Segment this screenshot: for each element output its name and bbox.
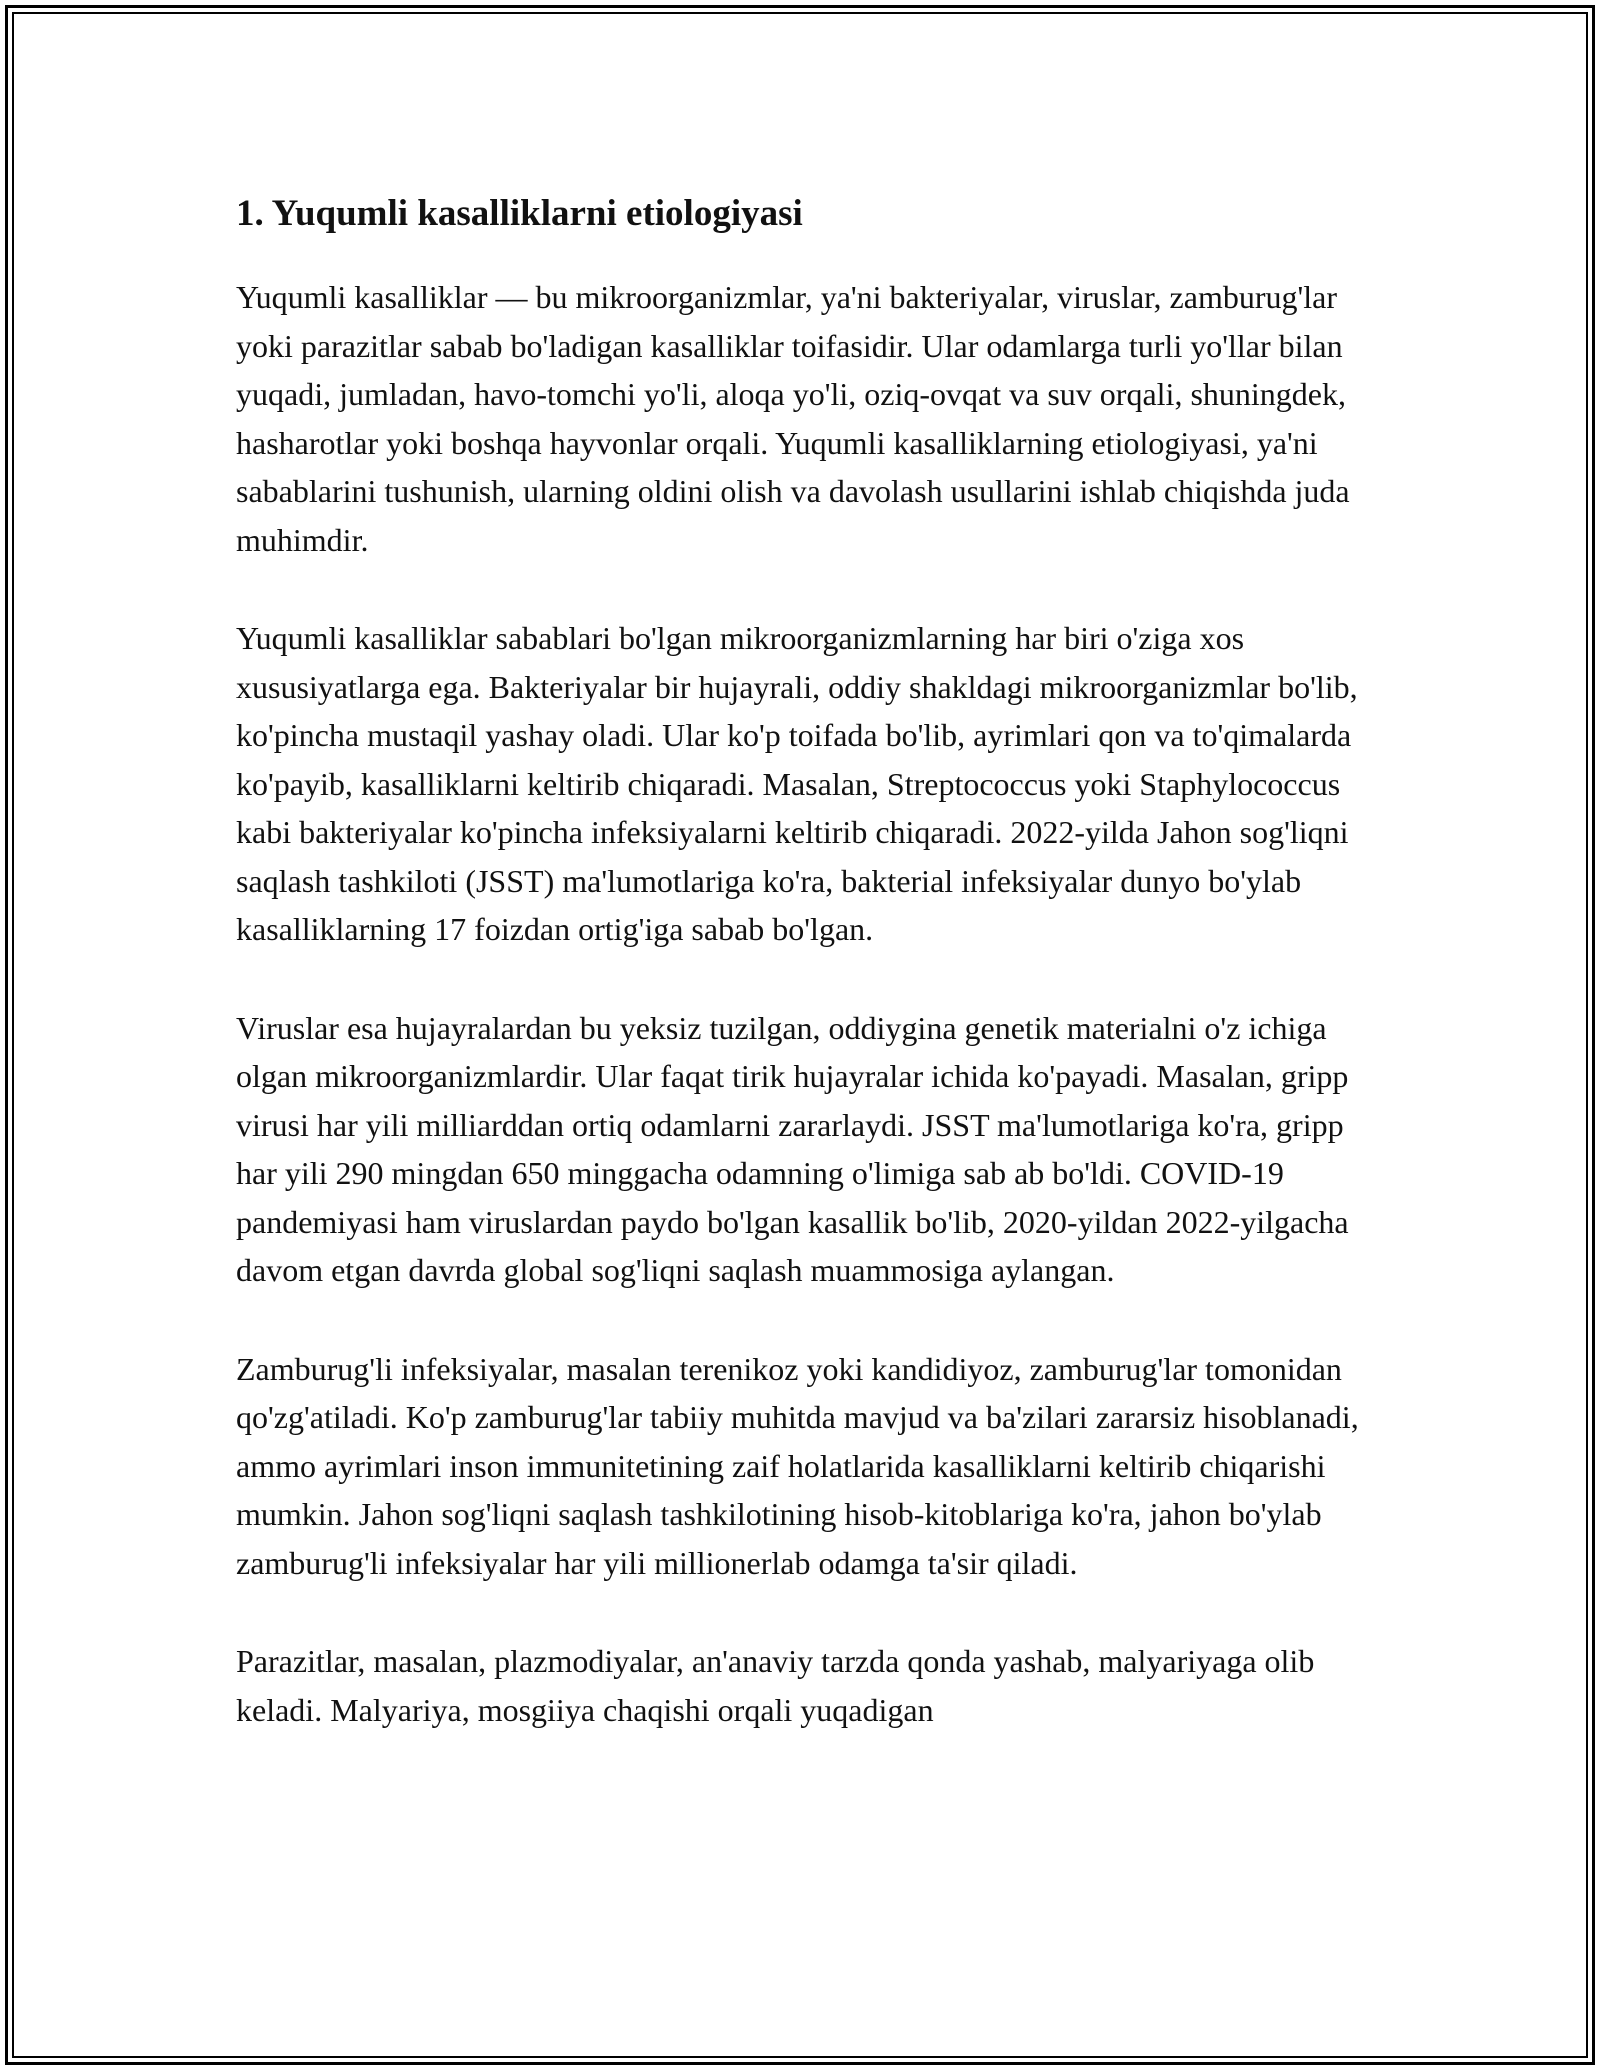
paragraph-viruses: Viruslar esa hujayralardan bu yeksiz tuzilgan, oddiygina genetik materialni o'z ichiga olgan mikroorganizmlardir. Ular faqat tirik hujayralar ichida ko'payadi. Masalan, gripp virusi har yili milliarddan ortiq odamlarni zararlaydi. JSST ma'lumotlariga ko'ra, gripp har yili 290 mingdan 650 minggacha odamning o'limiga sab ab bo'ldi. COVID-19 pandemiyasi ham viruslardan paydo bo'lgan kasallik bo'lib, 2020-yildan 2022-yilgacha davom etgan davrda global sog'liqni saqlash muammosiga aylangan.: [236, 1009, 1349, 1288]
paragraph-fungi: Zamburug'li infeksiyalar, masalan terenikoz yoki kandidiyoz, zamburug'lar tomonidan qo'zg'atiladi. Ko'p zamburug'lar tabiiy muhitda mavjud va ba'zilari zararsiz hisoblanadi, ammo ayrimlari inson immunitetining zaif holatlarida kasalliklarni keltirib chiqarishi mumkin. Jahon sog'liqni saqlash tashkilotining hisob-kitoblariga ko'ra, jahon bo'ylab zamburug'li infeksiyalar har yili millionerlab odamga ta'sir qiladi.: [236, 1350, 1359, 1581]
section-heading: 1. Yuqumli kasalliklarni etiologiyasi: [236, 193, 803, 234]
paragraph-bacteria: Yuqumli kasalliklar sabablari bo'lgan mikroorganizmlarning har biri o'ziga xos xususiyatlarga ega. Bakteriyalar bir hujayrali, oddiy shakldagi mikroorganizmlar bo'lib, ko'pincha mustaqil yashay oladi. Ular ko'p toifada bo'lib, ayrimlari qon va to'qimalarda ko'payib, kasalliklarni keltirib chiqaradi. Masalan, Streptococcus yoki Staphylococcus kabi bakteriyalar ko'pincha infeksiyalarni keltirib chiqaradi. 2022-yilda Jahon sog'liqni saqlash tashkiloti (JSST) ma'lumotlariga ko'ra, bakterial infeksiyalar dunyo bo'ylab kasalliklarning 17 foizdan ortig'iga sabab bo'lgan.: [236, 620, 1358, 947]
paragraph-parasites: Parazitlar, masalan, plazmodiyalar, an'anaviy tarzda qonda yashab, malyariyaga olib keladi. Malyariya, mosgiiya chaqishi orqali yuqadigan: [236, 1643, 1315, 1728]
paragraph-intro: Yuqumli kasalliklar — bu mikroorganizmlar, ya'ni bakteriyalar, viruslar, zamburug'lar yoki parazitlar sabab bo'ladigan kasalliklar toifasidir. Ular odamlarga turli yo'llar bilan yuqadi, jumladan, havo-tomchi yo'li, aloqa yo'li, oziq-ovqat va suv orqali, shuningdek, hasharotlar yoki boshqa hayvonlar orqali. Yuqumli kasalliklarning etiologiyasi, ya'ni sabablarini tushunish, ularning oldini olish va davolash usullarini ishlab chiqishda juda muhimdir.: [236, 279, 1350, 558]
document-body: [236, 186, 1376, 1784]
